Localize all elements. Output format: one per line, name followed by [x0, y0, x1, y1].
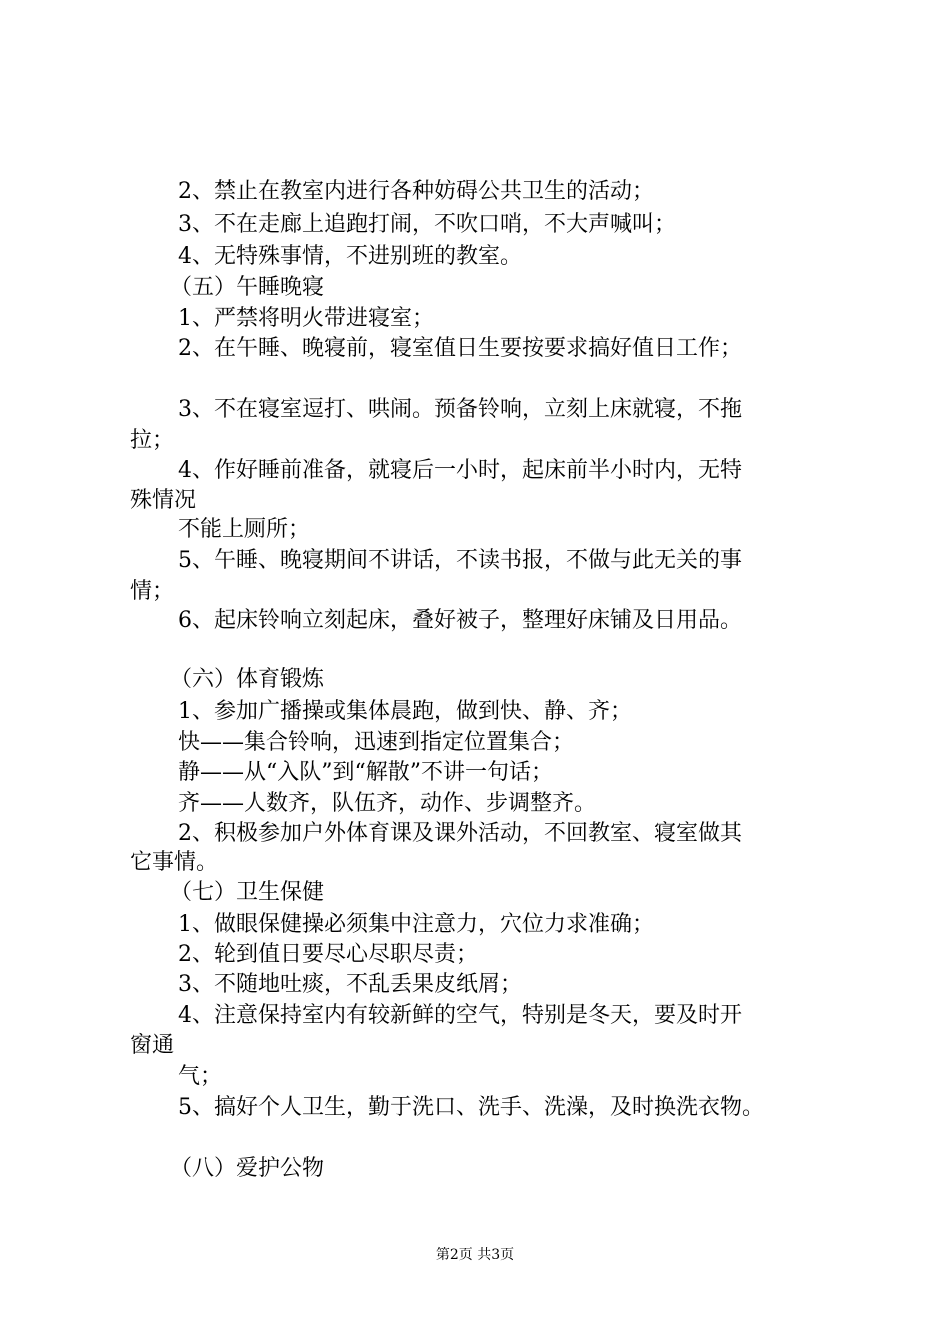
- text-line: 齐——人数齐，队伍齐，动作、步调整齐。: [178, 791, 597, 816]
- text-line: 6、起床铃响立刻起床，叠好被子，整理好床铺及日用品。: [178, 608, 742, 633]
- text-line: 拉；: [130, 428, 175, 453]
- section-heading: （八）爱护公物: [170, 1156, 325, 1181]
- text-line: 它事情。: [130, 850, 219, 875]
- text-line: 静——从“入队”到“解散”不讲一句话；: [178, 760, 553, 785]
- page-footer: 第2页 共3页: [435, 1247, 515, 1263]
- section-heading: （六）体育锻炼: [170, 667, 325, 692]
- text-line: 情；: [130, 579, 175, 604]
- section-heading: （五）午睡晚寝: [170, 275, 325, 300]
- text-line: 3、不在寝室逗打、哄闹。预备铃响，立刻上床就寝，不拖: [178, 397, 742, 422]
- text-line: 气；: [178, 1064, 223, 1089]
- text-line: 2、禁止在教室内进行各种妨碍公共卫生的活动；: [178, 179, 654, 204]
- text-line: 快——集合铃响，迅速到指定位置集合；: [178, 730, 575, 755]
- text-line: 3、不随地吐痰，不乱丢果皮纸屑；: [178, 972, 522, 997]
- text-line: 4、无特殊事情，不进别班的教室。: [178, 244, 522, 269]
- text-line: 5、午睡、晚寝期间不讲话，不读书报，不做与此无关的事: [178, 548, 742, 573]
- text-line: 2、积极参加户外体育课及课外活动，不回教室、寝室做其: [178, 821, 742, 846]
- section-heading: （七）卫生保健: [170, 880, 325, 905]
- text-line: 3、不在走廊上追跑打闹，不吹口哨，不大声喊叫；: [178, 212, 676, 237]
- text-line: 5、搞好个人卫生，勤于洗口、洗手、洗澡，及时换洗衣物。: [178, 1095, 764, 1120]
- text-line: 2、在午睡、晚寝前，寝室值日生要按要求搞好值日工作；: [178, 336, 742, 361]
- text-line: 2、轮到值日要尽心尽职尽责；: [178, 942, 478, 967]
- text-line: 1、做眼保健操必须集中注意力，穴位力求准确；: [178, 912, 654, 937]
- text-line: 不能上厕所；: [178, 517, 311, 542]
- text-line: 4、作好睡前准备，就寝后一小时，起床前半小时内，无特: [178, 458, 742, 483]
- text-line: 殊情况: [130, 488, 197, 513]
- text-line: 窗通: [130, 1033, 175, 1058]
- text-line: 1、严禁将明火带进寝室；: [178, 306, 434, 331]
- text-line: 4、注意保持室内有较新鲜的空气，特别是冬天，要及时开: [178, 1003, 742, 1028]
- text-line: 1、参加广播操或集体晨跑，做到快、静、齐；: [178, 699, 632, 724]
